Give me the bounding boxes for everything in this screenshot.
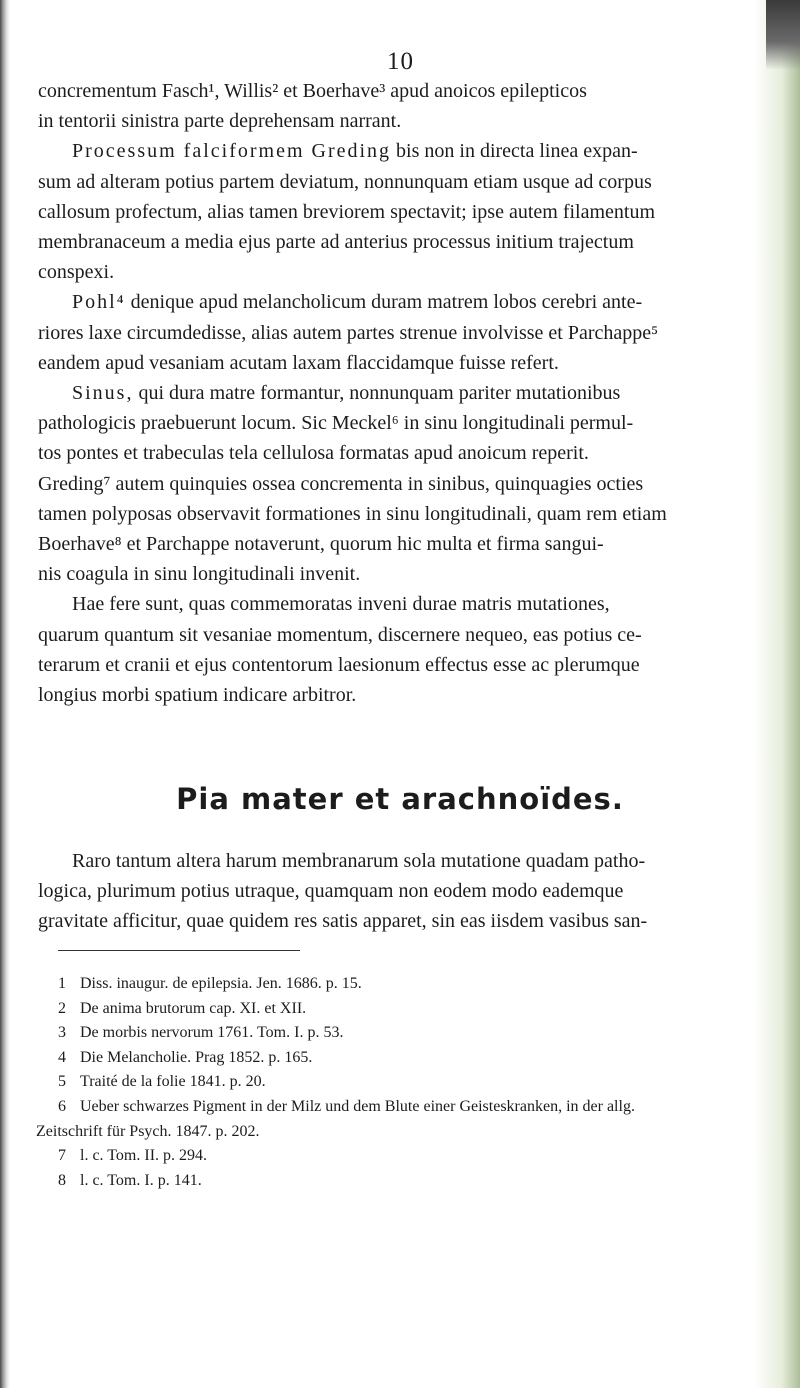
footnote [58, 997, 780, 1022]
body-text [38, 76, 780, 710]
section-body [38, 846, 780, 937]
footnote-text: De morbis nervorum 1761. Tom. I. p. 53. [80, 1024, 344, 1042]
paragraph: concrementum Fasch¹, Willis² et Boerhave³ apud anoicos epilepticos in tentorii sinistra parte deprehensam narrant. [38, 80, 587, 133]
emphasized-term: Pohl⁴ [72, 291, 126, 314]
footnote [58, 1095, 780, 1120]
footnote [58, 1144, 780, 1169]
footnote-number: 2 [58, 999, 66, 1017]
footnote-number: 1 [58, 975, 66, 992]
footnote [58, 972, 780, 997]
paragraph: Processum falciformem Greding bis non in directa linea expan- sum ad alteram potius partem deviatum, nonnunquam etiam usque ad corpus callosum profectum, alias tamen breviorem spectavit; ipse autem filamentum membranaceum a media ejus parte ad anterius processus initium trajectum conspexi. [38, 140, 656, 284]
paragraph: Hae fere sunt, quas commemoratas inveni durae matris mutationes, quarum quantum sit vesaniae momentum, discernere nequeo, eas potius ce- terarum et cranii et ejus contentorum laesionum effectus esse ac plerumque longius morbi spatium indicare arbitror. [38, 593, 642, 707]
emphasized-term: Processum falciformem Greding [72, 140, 392, 163]
page-corner-shadow [766, 0, 800, 70]
footnote-divider [58, 950, 300, 951]
footnote-text: Ueber schwarzes Pigment in der Milz und dem Blute einer Geisteskranken, in der allg. [80, 1097, 635, 1115]
footnote [58, 1046, 780, 1071]
page-number: 10 [387, 48, 414, 75]
footnote-text: l. c. Tom. I. p. 141. [80, 1171, 202, 1189]
footnote-text: Zeitschrift für Psych. 1847. p. 202. [36, 1122, 260, 1140]
footnote [58, 1169, 780, 1194]
section-heading: Pia mater et arachnoïdes. [176, 782, 624, 816]
footnote-continuation [36, 1120, 780, 1145]
footnote-number: 6 [58, 1097, 66, 1115]
footnote-text: De anima brutorum cap. XI. et XII. [80, 999, 307, 1017]
emphasized-term: Sinus, [72, 382, 134, 405]
footnote-text: l. c. Tom. II. p. 294. [80, 1147, 208, 1165]
paragraph: Pohl⁴ denique apud melancholicum duram matrem lobos cerebri ante- riores laxe circumdedisse, alias autem partes strenue involvisse et Parchappe⁵ eandem apud vesaniam acutam laxam flaccidamque fuisse refert. [38, 291, 659, 374]
footnote [58, 1021, 780, 1046]
footnotes [36, 972, 780, 1193]
footnote-number: 5 [58, 1073, 66, 1091]
footnote-text: Traité de la folie 1841. p. 20. [80, 1073, 266, 1091]
footnote-text: Die Melancholie. Prag 1852. p. 165. [80, 1048, 313, 1066]
footnote [58, 1070, 780, 1095]
paragraph: Raro tantum altera harum membranarum sola mutatione quadam patho- logica, plurimum potius utraque, quamquam non eodem modo eademque gravitate afficitur, quae quidem res satis apparet, sin eas iisdem vasibus san- [38, 850, 648, 933]
footnote-number: 4 [58, 1048, 66, 1066]
footnote-text: Diss. inaugur. de epilepsia. Jen. 1686. p. 15. [80, 975, 362, 992]
footnote-number: 7 [58, 1147, 66, 1165]
page-binding-shadow [0, 0, 10, 1388]
paragraph: Sinus, qui dura matre formantur, nonnunquam pariter mutationibus pathologicis praebuerunt locum. Sic Meckel⁶ in sinu longitudinali permul- tos pontes et trabeculas tela cellulosa formatas apud anoicum reperit. Greding⁷ autem quinquies ossea concrementa in sinibus, quinquagies octies tamen polyposas observavit formationes in sinu longitudinali, quam rem etiam Boerhave⁸ et Parchappe notaverunt, quorum hic multa et firma sangui- nis coagula in sinu longitudinali invenit. [38, 382, 667, 586]
footnote-number: 8 [58, 1171, 66, 1189]
footnote-number: 3 [58, 1024, 66, 1042]
